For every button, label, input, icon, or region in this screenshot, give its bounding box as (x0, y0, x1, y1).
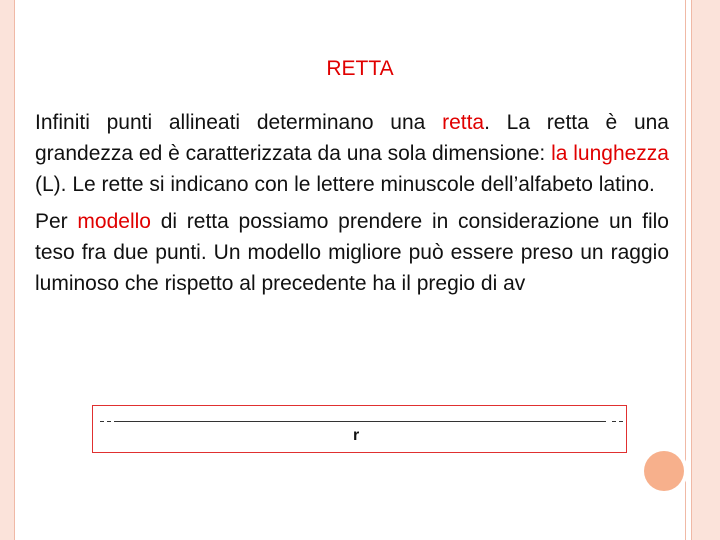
paragraph-text: Per (35, 210, 78, 233)
paragraph-text: di retta possiamo prendere in considerazione un filo teso fra due punti. Un modello migliore può essere preso un raggio luminoso che rispetto al precedente ha il pregio di av (35, 210, 669, 295)
right-frame-line (691, 0, 692, 540)
line-dash (100, 421, 104, 422)
decorative-circle (644, 451, 684, 491)
line-dash (107, 421, 111, 422)
right-frame-border (692, 0, 720, 540)
line-figure-box (92, 405, 627, 453)
paragraph-definition (35, 107, 669, 200)
paragraph-text: (L). Le rette si indicano con le lettere minuscole dell’alfabeto latino. (35, 173, 655, 196)
highlight-term: la lunghezza (551, 142, 669, 165)
paragraph-text: Infiniti punti allineati determinano una (35, 111, 443, 134)
line-label: r (353, 427, 360, 444)
left-frame-line (14, 0, 15, 540)
left-frame-border (0, 0, 14, 540)
paragraph-text: . La retta è una grandezza ed è caratterizzata da una sola dimensione: (35, 111, 669, 165)
highlight-term: retta (442, 111, 485, 134)
paragraph-model (35, 206, 669, 299)
slide-title: RETTA (326, 57, 394, 80)
slide-body (35, 107, 669, 305)
line-dash (612, 421, 616, 422)
line-dash (619, 421, 623, 422)
highlight-term: modello (77, 210, 151, 233)
line-r (114, 421, 606, 422)
